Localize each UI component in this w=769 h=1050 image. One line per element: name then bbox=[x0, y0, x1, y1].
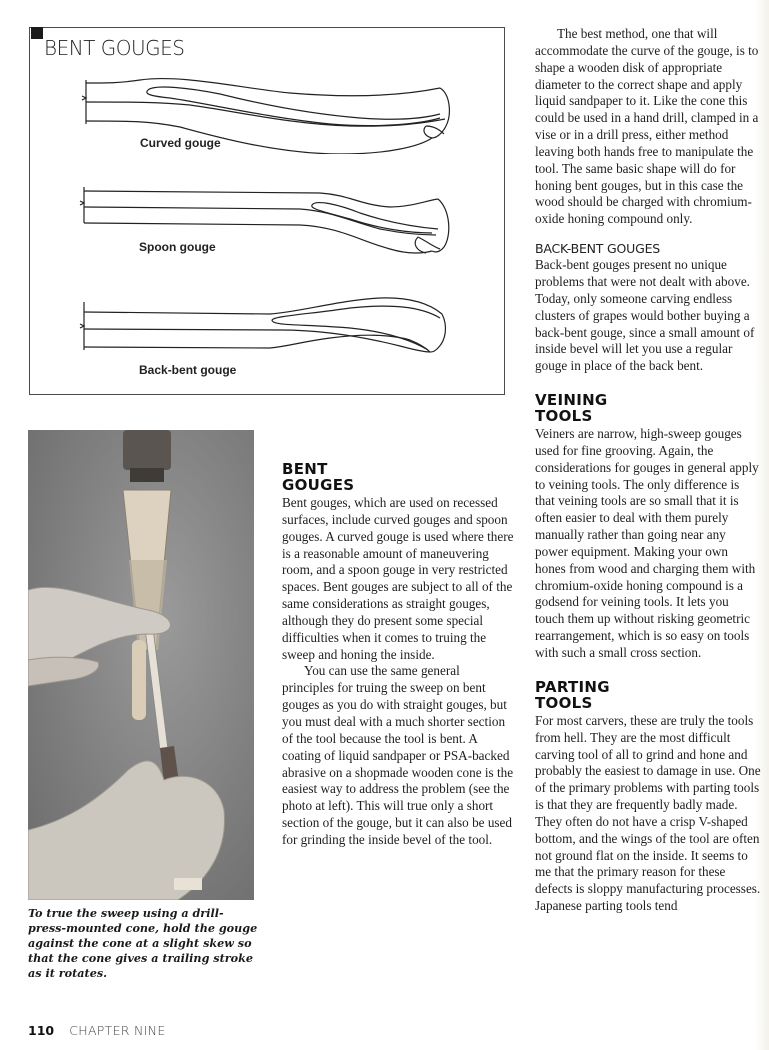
spoon-gouge-drawing bbox=[60, 185, 460, 265]
back-bent-gouge-label: Back-bent gouge bbox=[139, 363, 237, 377]
photo-caption: To true the sweep using a drill-press-mounted cone, hold the gouge against the cone at a slight skew so that the cone gives a trailing stroke as it rotates. bbox=[28, 906, 258, 980]
section-heading-parting-tools: PARTING TOOLS bbox=[535, 677, 610, 712]
figure-marker bbox=[31, 27, 43, 39]
curved-gouge-label: Curved gouge bbox=[140, 136, 221, 150]
section-heading-veining-tools: VEINING TOOLS bbox=[535, 391, 608, 426]
figure-title: BENT GOUGES bbox=[44, 36, 185, 60]
back-bent-paragraph: Back-bent gouges present no unique problems that were not dealt with above. Today, only someone carving endless clusters of grapes would bother buying a back-bent gouge, since a small amount of inside bevel will let you use a regular gouge in place of the back bent. bbox=[535, 257, 755, 374]
spoon-gouge-label: Spoon gouge bbox=[139, 240, 216, 254]
drill-press-cone-photo bbox=[28, 430, 254, 900]
parting-paragraph: For most carvers, these are truly the tools from hell. They are the most difficult carving tool of all to grind and hone and probably the easiest to damage in use. One of the primary problems with parting tools is that they are frequently badly made. They often do not have a crisp V-shaped bottom, and the wings of the tool are often not ground flat on the inside. It seems to me that the primary reason for these defects is sloppy manufacturing processes. Japanese parting tools tend bbox=[535, 712, 761, 914]
chapter-label: CHAPTER NINE bbox=[69, 1023, 166, 1038]
page-number: 110 bbox=[28, 1023, 55, 1038]
middle-column bbox=[282, 461, 514, 849]
section-heading-bent-gouges: BENT GOUGES bbox=[282, 460, 355, 494]
right-column bbox=[535, 26, 761, 915]
drill-chuck bbox=[123, 430, 171, 470]
intro-paragraph: The best method, one that will accommodate the curve of the gouge, is to shape a wooden disk of appropriate diameter to the correct shape and apply liquid sandpaper to it. Like the cone this could be used in a hand drill, clamped in a vise or in a drill press, either method leaving both hands free to manipulate the tool. The same basic shape will do for honing bent gouges, but in this case the wood should be charged with chromium-oxide honing compound only. bbox=[535, 26, 759, 227]
photo-illustration bbox=[28, 430, 254, 900]
back-bent-gouge-drawing bbox=[60, 292, 460, 362]
bent-gouges-paragraph-1: Bent gouges, which are used on recessed surfaces, include curved gouges and spoon gouges. A curved gouge is used where there is a reasonable amount of maneuvering room, and a spoon gouge in very restricted spaces. Bent gouges are subject to all of the same considerations as straight gouges, although they do present some special difficulties when it comes to truing the sweep and honing the inside. bbox=[282, 495, 514, 662]
curved-gouge-drawing bbox=[60, 74, 460, 154]
veining-paragraph: Veiners are narrow, high-sweep gouges used for fine grooving. Again, the considerations for gouges in general apply to veining tools. The only difference is that veining tools are so small that it is often easier to deal with them purely manually rather than going near any power equipment. Making your own hones from wood and charging them with chromium-oxide honing compound is a godsend for veining tools. It lets you touch them up without risking geometric rearrangement, which is so easy on tools with such a small cross section. bbox=[535, 426, 759, 660]
bent-gouges-paragraph-2: You can use the same general principles for truing the sweep on bent gouges as you do with straight gouges, but you must deal with a much shorter section of the tool because the tool is bent. A coating of liquid sandpaper or PSA-backed abrasive on a shopmade wooden cone is the easiest way to address the problem (see the photo at left). This will true only a short section of the gouge, but it can also be used for grinding the inside bevel of the tool. bbox=[282, 663, 514, 847]
section-heading-back-bent-gouges: BACK-BENT GOUGES bbox=[535, 241, 661, 257]
page-footer bbox=[28, 1023, 166, 1039]
